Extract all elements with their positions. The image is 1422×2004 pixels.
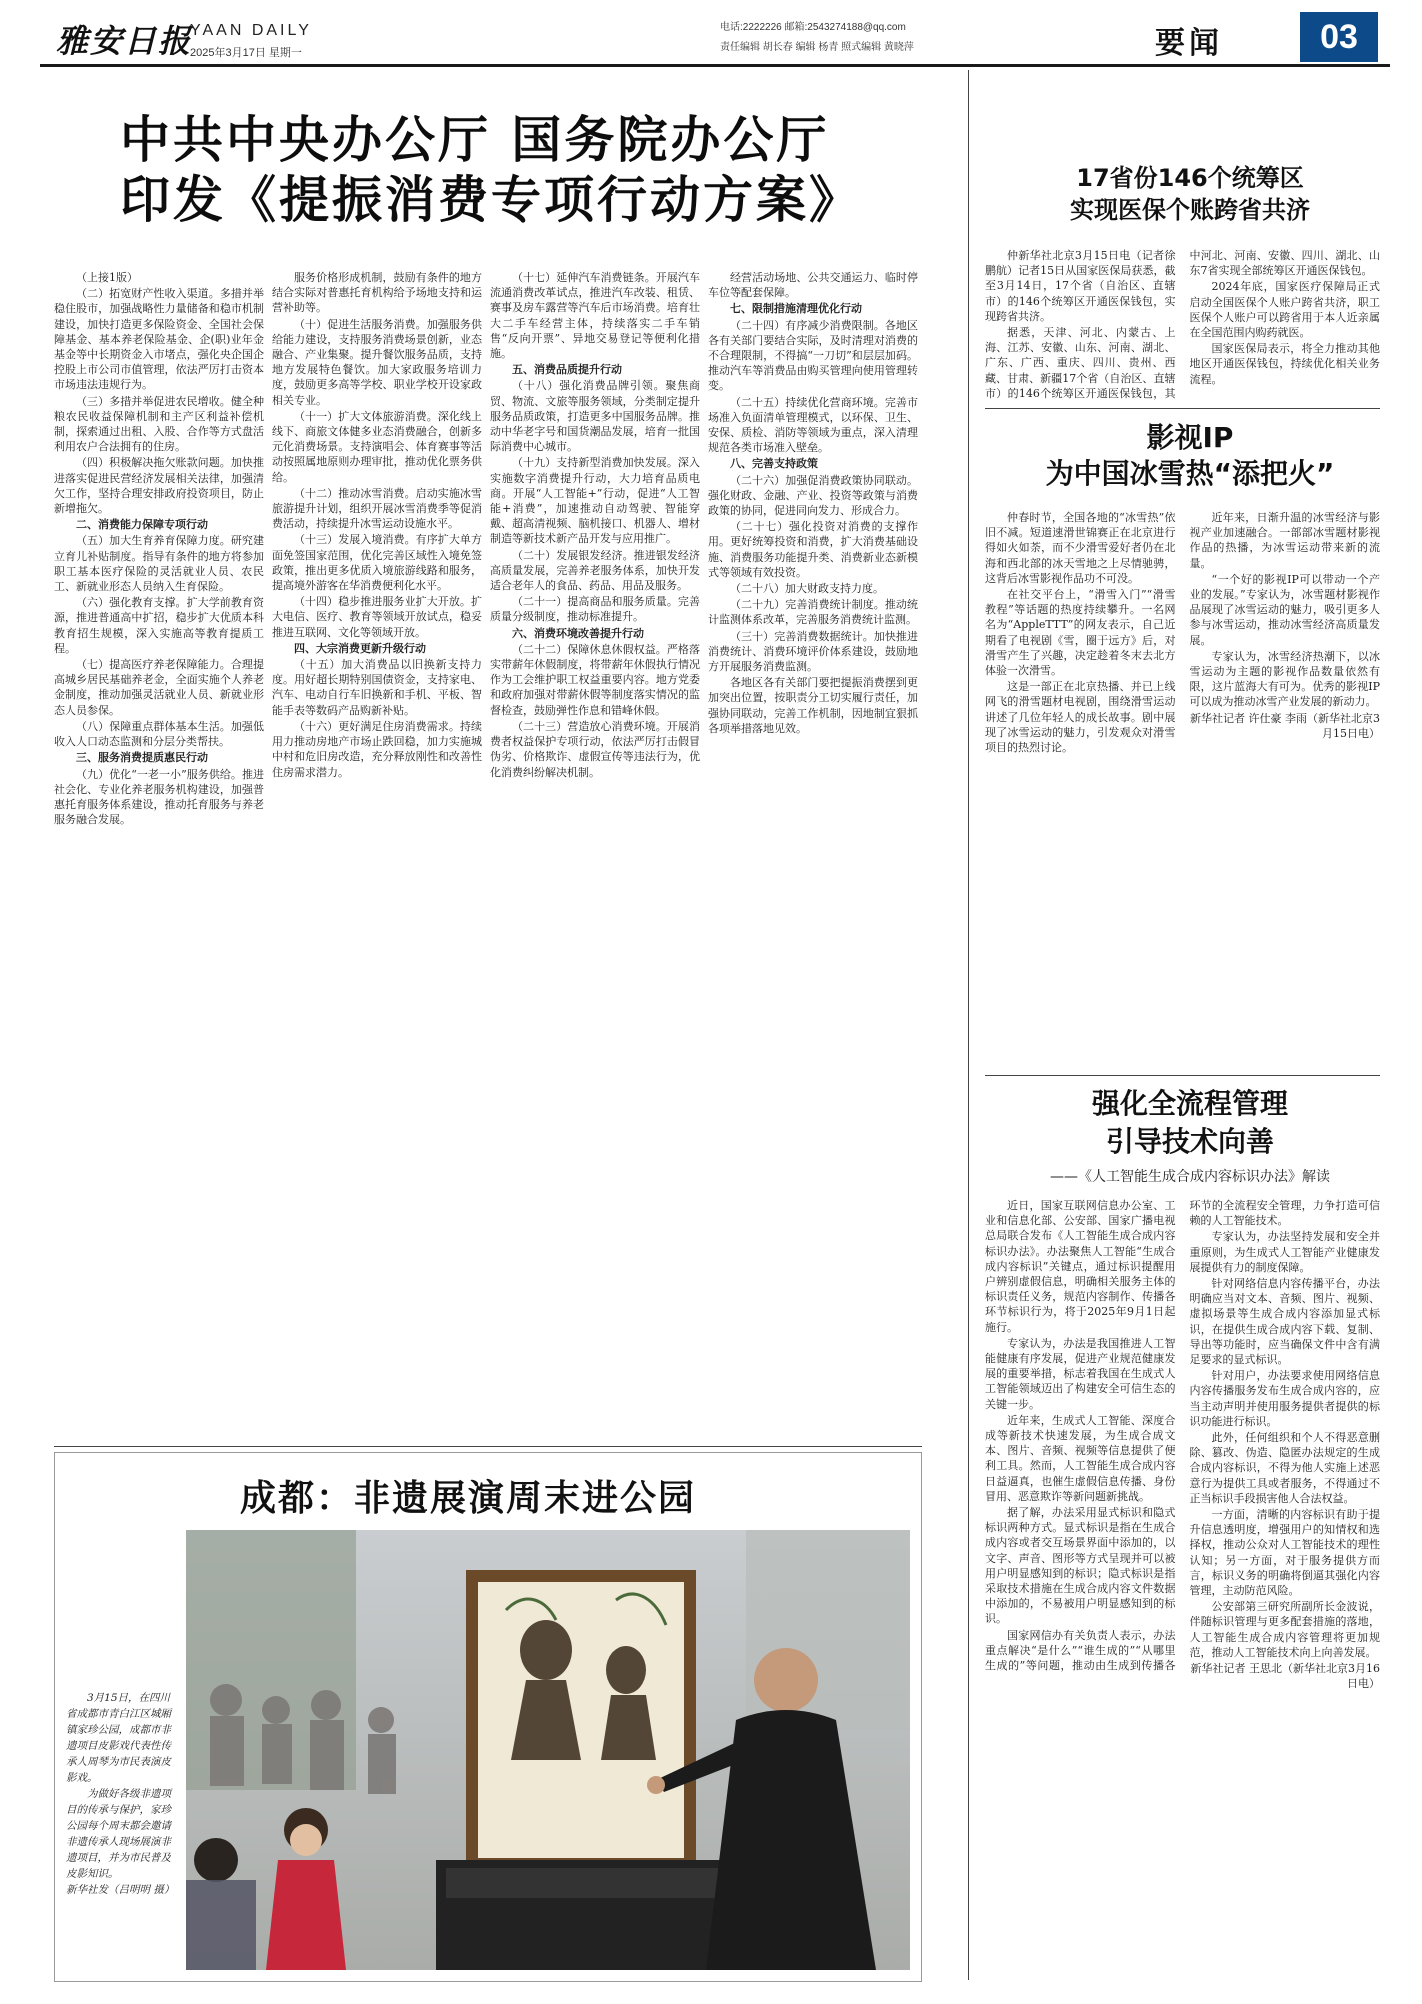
lead-column-3 xyxy=(490,270,700,1438)
lead-paragraph: 经营活动场地、公共交通运力、临时停车位等配套保障。 xyxy=(708,271,918,300)
lead-paragraph: （二十八）加大财政支持力度。 xyxy=(730,582,884,596)
masthead xyxy=(40,8,1390,88)
story3-headline xyxy=(1000,420,1380,492)
lead-paragraph: （十八）强化消费品牌引领。聚焦商贸、物流、文旅等服务领域，分类制定提升服务品质政策，打造更多中国服务品牌。推动中华老字号和国货潮品发展，培育一批国际消费中心城市。 xyxy=(490,379,700,454)
story4-paragraph: 据了解，办法采用显式标识和隐式标识两种方式。显式标识是指在生成合成内容或者交互场景界面中添加的，以文字、声音、图形等方式呈现并可以被用户明显感知到的标识；隐式标识是指采取技术措施在生成合成内容文件数据中添加的，不易被用户明显感知到的标识。 xyxy=(985,1506,1176,1626)
lead-paragraph: 七、限制措施清理优化行动 xyxy=(730,302,862,316)
contact-info: 电话:2222226 邮箱:2543274188@qq.com xyxy=(720,22,906,33)
photo-story-headline: 成都：非遗展演周末进公园 xyxy=(240,1478,697,1519)
story2-headline-line1: 17省份146个统筹区 xyxy=(1076,164,1304,192)
lead-column-1 xyxy=(54,270,264,1438)
lead-paragraph: （十一）扩大文体旅游消费。深化线上线下、商旅文体健多业态消费融合，创新多元化消费场景。支持演唱会、体育赛事等活动按照属地原则办理审批，推动优化票务供给。 xyxy=(272,409,482,484)
story2-paragraph: 据悉，天津、河北、内蒙古、上海、江苏、安徽、山东、河南、湖北、广东、广西、重庆、四川、贵州、西藏、甘肃、新疆17个省（自治区、直辖市）的146个统筹区开通医保钱包，其中河北、河南、安徽、四川、湖北、山东7省实现全部统筹区开通医保钱包。 xyxy=(985,249,1380,400)
shadow-puppet-photo xyxy=(186,1530,910,1970)
story3-paragraph: 近年来，日渐升温的冰雪经济与影视产业加速融合。一部部冰雪题材影视作品的热播，为冰雪运动带来新的流量。 xyxy=(1189,511,1380,570)
lead-paragraph: （十）促进生活服务消费。加强服务供给能力建设，支持服务消费场景创新，业态融合、产业集聚。提升餐饮服务品质，支持地方发展特色餐饮。加大家政服务培训力度，鼓励更多高等学校、职业学校开设家政相关专业。 xyxy=(272,317,482,407)
lead-paragraph: （十四）稳步推进服务业扩大开放。扩大电信、医疗、教育等领域开放试点，稳妥推进互联网、文化等领域开放。 xyxy=(272,595,482,639)
lead-column-4 xyxy=(708,270,918,1438)
story4-paragraph: 专家认为，办法是我国推进人工智能健康有序发展，促进产业规范健康发展的重要举措，标志着我国在生成式人工智能领域迈出了构建安全可信生态的关键一步。 xyxy=(985,1336,1176,1411)
section-divider xyxy=(985,408,1380,409)
lead-paragraph: （二十九）完善消费统计制度。推动统计监测体系改革，完善服务消费统计监测。 xyxy=(708,598,918,627)
story2-headline-line2: 实现医保个账跨省共济 xyxy=(1070,196,1310,224)
lead-paragraph: （七）提高医疗养老保障能力。合理提高城乡居民基础养老金，全面实施个人养老金制度，推动加强灵活就业人员、新就业形态人员参保。 xyxy=(54,658,264,717)
story2-body xyxy=(985,248,1380,408)
lead-paragraph: （九）优化“一老一小”服务供给。推进社会化、专业化养老服务机构建设，加强普惠托育服务体系建设，推动托育服务与养老服务融合发展。 xyxy=(54,767,264,827)
lead-paragraph: （二十）发展银发经济。推进银发经济高质量发展，完善养老服务体系，加快开发适合老年人的食品、药品、用品及服务。 xyxy=(490,548,700,593)
story3-headline-line1: 影视IP xyxy=(1146,421,1234,454)
lead-paragraph: （四）积极解决拖欠账款问题。加快推进落实促进民营经济发展相关法律，加强清欠工作，坚持合理安排政府投资项目，防止新增拖欠。 xyxy=(54,456,264,516)
story4-paragraph: 近年来，生成式人工智能、深度合成等新技术快速发展，为生成合成文本、图片、音频、视频等信息提供了便利工具。然而，人工智能生成合成内容日益逼真，也催生虚假信息传播、身份冒用、恶意欺诈等新问题新挑战。 xyxy=(985,1413,1176,1503)
lead-paragraph: （二十七）强化投资对消费的支撑作用。更好统筹投资和消费，扩大消费基础设施、消费服务功能提升类、消费新业态新模式等领域有效投资。 xyxy=(708,520,918,579)
lead-paragraph: （六）强化教育支撑。扩大学前教育资源，推进普通高中扩招，稳步扩大优质本科教育招生规模，深入实施高等教育提质工程。 xyxy=(54,596,264,655)
story4-headline-line2: 引导技术向善 xyxy=(1105,1125,1274,1158)
photo-caption-paragraph: 新华社发（吕明明 摄） xyxy=(66,1884,175,1896)
story3-paragraph: 专家认为，冰雪经济热潮下，以冰雪运动为主题的影视作品数量依然有限，这片蓝海大有可为。优秀的影视IP可以成为推动冰雪产业发展的新动力。 xyxy=(1189,649,1380,709)
lead-paragraph: 五、消费品质提升行动 xyxy=(512,363,622,377)
lead-paragraph: （十六）更好满足住房消费需求。持续用力推动房地产市场止跌回稳，加力实施城中村和危旧房改造，充分释放刚性和改善性住房需求潜力。 xyxy=(272,719,482,779)
lead-paragraph: （十七）延伸汽车消费链条。开展汽车流通消费改革试点，推进汽车改装、租赁、赛事及房车露营等汽车后市场消费。培育壮大二手车经营主体，持续落实二手车销售“反向开票”、异地交易登记等便利化措施。 xyxy=(490,271,700,361)
story4-subtitle: ——《人工智能生成合成内容标识办法》解读 xyxy=(1050,1169,1330,1185)
story4-paragraph: 针对用户，办法要求使用网络信息内容传播服务发布生成合成内容的，应当主动声明并使用服务提供者提供的标识功能进行标识。 xyxy=(1189,1369,1380,1428)
column-divider xyxy=(968,70,969,1980)
lead-headline xyxy=(120,110,1000,230)
story3-paragraph: 仲春时节，全国各地的“冰雪热”依旧不减。短道速滑世锦赛正在北京进行得如火如荼，而不少滑雪爱好者仍在北海和西北部的冰天雪地之上尽情驰骋，这背后冰雪影视作品功不可没。 xyxy=(985,511,1176,585)
page-number: 03 xyxy=(1300,12,1378,62)
photo-caption-paragraph: 为做好各级非遗项目的传承与保护，家珍公园每个周末都会邀请非遗传承人现场展演非遗项目，并为市民普及皮影知识。 xyxy=(66,1788,171,1880)
lead-paragraph: 服务价格形成机制，鼓励有条件的地方结合实际对普惠托育机构给予场地支持和运营补助等。 xyxy=(272,271,482,315)
section-divider xyxy=(985,1075,1380,1076)
photo-caption xyxy=(66,1690,174,1898)
editor-credits: 责任编辑 胡长春 编辑 杨青 照式编辑 黄晓萍 xyxy=(720,42,914,53)
lead-headline-line2: 印发《提振消费专项行动方案》 xyxy=(120,171,862,229)
story3-body xyxy=(985,510,1380,1070)
lead-paragraph: （二十四）有序减少消费限制。各地区各有关部门要结合实际，及时清理对消费的不合理限制，不得搞“一刀切”和层层加码。推动汽车等消费品由购买管理向使用管理转变。 xyxy=(708,318,918,393)
story4-paragraph: 近日，国家互联网信息办公室、工业和信息化部、公安部、国家广播电视总局联合发布《人工智能生成合成内容标识办法》。办法聚焦人工智能“生成合成内容标识”关键点，通过标识提醒用户辨别虚假信息，明确相关服务主体的标识责任义务，规范内容制作、传播各环节标识行为，将于2025年9月1日起施行。 xyxy=(985,1199,1176,1334)
lead-paragraph: （三）多措并举促进农民增收。健全种粮农民收益保障机制和主产区利益补偿机制，探索通过出租、入股、合作等方式盘活利用农户合法拥有的住房。 xyxy=(54,394,264,454)
lead-paragraph: （八）保障重点群体基本生活。加强低收入人口动态监测和分层分类帮扶。 xyxy=(54,719,264,749)
lead-paragraph: 八、完善支持政策 xyxy=(730,457,818,471)
story4-body xyxy=(985,1198,1380,1988)
story2-headline xyxy=(1000,162,1380,226)
story4-paragraph: 国家网信办有关负责人表示，办法重点解决“是什么”“谁生成的”“从哪里生成的”等问题，推动由生成到传播各环节的全流程安全管理，力争打造可信赖的人工智能技术。 xyxy=(985,1199,1380,1673)
section-divider xyxy=(54,1446,922,1447)
photo-illustration xyxy=(186,1530,910,1970)
section-name: 要闻 xyxy=(1155,26,1223,61)
lead-paragraph: （三十）完善消费数据统计。加快推进消费统计、消费环境评价体系建设，鼓励地方开展服务消费监测。 xyxy=(708,629,918,674)
lead-paragraph: 四、大宗消费更新升级行动 xyxy=(294,641,426,655)
lead-paragraph: （二十二）保障休息休假权益。严格落实带薪年休假制度，将带薪年休假执行情况作为工会维护职工权益重要内容。地方党委和政府加强对带薪休假等制度落实情况的监督检查，鼓励弹性作息和错峰休假。 xyxy=(490,642,700,717)
lead-paragraph: 各地区各有关部门要把提振消费摆到更加突出位置，按职责分工切实履行责任，加强协同联动，完善工作机制，因地制宜狠抓各项举措落地见效。 xyxy=(708,676,918,735)
lead-paragraph: （五）加大生育养育保障力度。研究建立育儿补贴制度。指导有条件的地方将参加职工基本医疗保险的灵活就业人员、农民工、新就业形态人员纳入生育保险。 xyxy=(54,534,264,594)
story4-paragraph: 一方面，清晰的内容标识有助于提升信息透明度，增强用户的知情权和选择权，推动公众对人工智能技术的理性认知；另一方面，对于服务提供方而言，标识义务的明确将倒逼其强化内容管理，主动防范风险。 xyxy=(1189,1508,1380,1598)
story3-paragraph: “一个好的影视IP可以带动一个产业的发展。”专家认为，冰雪题材影视作品展现了冰雪运动的魅力，吸引更多人参与冰雪运动，推动冰雪经济高质量发展。 xyxy=(1189,572,1380,647)
story4-paragraph: 新华社记者 王思北（新华社北京3月16日电） xyxy=(1190,1662,1380,1691)
lead-paragraph: （二十五）持续优化营商环境。完善市场准入负面清单管理模式，以环保、卫生、安保、质检、消防等领域为重点，深入清理规范各类市场准入壁垒。 xyxy=(708,395,918,455)
story4-headline xyxy=(1000,1085,1380,1161)
lead-paragraph: 六、消费环境改善提升行动 xyxy=(512,626,644,640)
newspaper-logo: 雅安日报 xyxy=(56,22,193,60)
story4-paragraph: 针对网络信息内容传播平台，办法明确应当对文本、音频、图片、视频、虚拟场景等生成合成内容添加显式标识，在提供生成合成内容下载、复制、导出等功能时，应当确保文件中含有满足要求的显式标识。 xyxy=(1189,1277,1380,1367)
lead-paragraph: （十二）推动冰雪消费。启动实施冰雪旅游提升计划，组织开展冰雪消费季等促消费活动，持续提升冰雪运动设施水平。 xyxy=(272,486,482,531)
lead-paragraph: 三、服务消费提质惠民行动 xyxy=(76,751,208,765)
story4-paragraph: 公安部第三研究所副所长金波说，伴随标识管理与更多配套措施的落地，人工智能生成合成内容管理将更加规范，推动人工智能技术向上向善发展。 xyxy=(1189,1600,1380,1659)
lead-headline-line1: 中共中央办公厅 国务院办公厅 xyxy=(120,111,830,169)
newspaper-name-en: YAAN DAILY xyxy=(190,22,312,39)
lead-paragraph: （二十六）加强促消费政策协同联动。强化财政、金融、产业、投资等政策与消费政策的协同，促进同向发力、形成合力。 xyxy=(708,473,918,518)
photo-caption-paragraph: 3月15日，在四川省成都市青白江区城厢镇家珍公园，成都市非遗项目皮影戏代表性传承人周琴为市民表演皮影戏。 xyxy=(66,1692,171,1784)
lead-paragraph: （上接1版） xyxy=(76,271,138,284)
story3-headline-line2: 为中国冰雪热“添把火” xyxy=(1045,457,1335,490)
story2-paragraph: 仲新华社北京3月15日电（记者徐鹏航）记者15日从国家医保局获悉，截至3月14日，17个省（自治区、直辖市）的146个统筹区开通医保钱包，实现跨省共济。 xyxy=(985,249,1176,323)
masthead-rule xyxy=(40,64,1390,67)
lead-paragraph: （二十一）提高商品和服务质量。完善质量分级制度，推动标准提升。 xyxy=(490,595,700,624)
lead-paragraph: （二）拓宽财产性收入渠道。多措并举稳住股市，加强战略性力量储备和稳市机制建设，加快打造更多保险资金、全国社会保障基金、基本养老保险基金、企(职)业年金基金等中长期资金入市堵点，强化央企国企控股上市公司市值管理，依法严厉打击资本市场违法违规行为。 xyxy=(54,287,264,392)
story4-paragraph: 此外，任何组织和个人不得恶意删除、篡改、伪造、隐匿办法规定的生成合成内容标识，不得为他人实施上述恶意行为提供工具或者服务，不得通过不正当标识手段损害他人合法权益。 xyxy=(1189,1431,1380,1505)
issue-date: 2025年3月17日 星期一 xyxy=(190,47,302,59)
lead-column-2 xyxy=(272,270,482,1438)
story3-paragraph: 在社交平台上，“滑雪入门”“滑雪教程”等话题的热度持续攀升。一名网名为“AppleTTT”的网友表示，自己近期看了电视剧《雪，圈于远方》后，对滑雪产生了兴趣，决定趁着冬末去北方体验一次滑雪。 xyxy=(985,588,1176,678)
story2-paragraph: 2024年底，国家医疗保障局正式启动全国医保个人账户跨省共济，职工医保个人账户可以跨省用于本人近亲属在全国范围内购药就医。 xyxy=(1189,280,1380,340)
story3-paragraph: 新华社记者 许仕豪 李雨（新华社北京3月15日电） xyxy=(1190,711,1380,740)
lead-paragraph: （二十三）营造放心消费环境。开展消费者权益保护专项行动，依法严厉打击假冒伪劣、价格欺诈、虚假宣传等违法行为，优化消费纠纷解决机制。 xyxy=(490,719,700,779)
lead-paragraph: （十五）加大消费品以旧换新支持力度。用好超长期特别国债资金，支持家电、汽车、电动自行车旧换新和手机、平板、智能手表等数码产品购新补贴。 xyxy=(272,658,482,717)
lead-paragraph: （十三）发展入境消费。有序扩大单方面免签国家范围，优化完善区域性入境免签政策，推出更多优质入境旅游线路和服务，提高境外游客在华消费便利化水平。 xyxy=(272,533,482,593)
story3-paragraph: 这是一部正在北京热播、并已上线网飞的滑雪题材电视剧，围绕滑雪运动讲述了几位年轻人的成长故事。剧中展现了冰雪运动的魅力，引发观众对滑雪项目的热烈讨论。 xyxy=(985,680,1176,755)
story4-headline-line1: 强化全流程管理 xyxy=(1091,1087,1288,1120)
story4-paragraph: 专家认为，办法坚持发展和安全并重原则，为生成式人工智能产业健康发展提供有力的制度保障。 xyxy=(1189,1230,1380,1274)
story2-paragraph: 国家医保局表示，将全力推动其他地区开通医保钱包，持续优化相关业务流程。 xyxy=(1189,342,1380,386)
lead-paragraph: （十九）支持新型消费加快发展。深入实施数字消费提升行动，大力培育品质电商。开展“人工智能+”行动，促进“人工智能+消费”，加速推动自动驾驶、智能穿戴、超高清视频、脑机接口、机器人、增材制造等新技术新产品开发与应用推广。 xyxy=(490,456,700,546)
lead-paragraph: 二、消费能力保障专项行动 xyxy=(76,518,208,532)
